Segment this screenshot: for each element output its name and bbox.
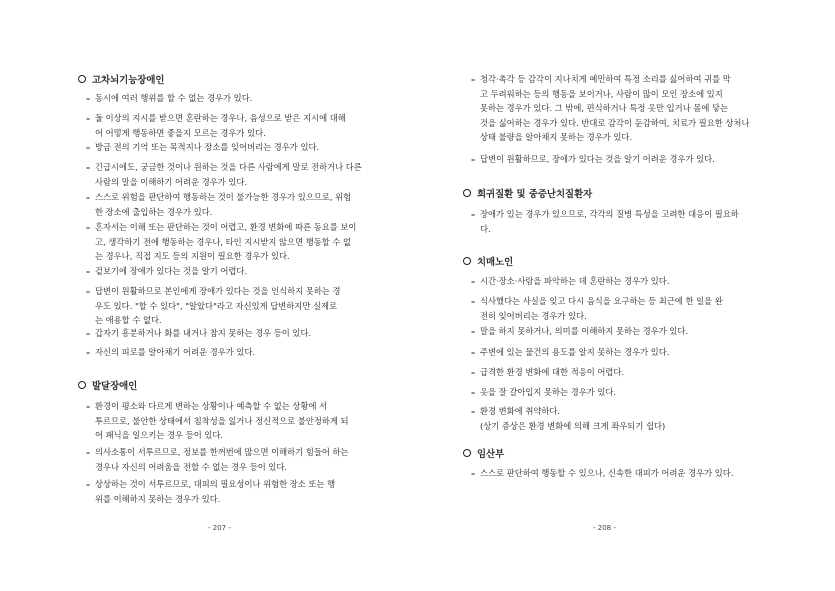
list-item: – 말을 하지 못하거나, 의미를 이해하지 못하는 경우가 있다. xyxy=(471,324,776,339)
list-item: – 식사했다는 사실을 잊고 다시 음식을 요구하는 등 최근에 한 일을 완 전히 잊어버리는 경우가 있다. xyxy=(471,296,723,321)
dash-bullet-icon: – xyxy=(471,468,476,478)
section-title: 치매노인 xyxy=(477,257,514,268)
section-title: 발달장애인 xyxy=(92,381,138,392)
list-item: – 스스로 판단하여 행동할 수 있으나, 신속한 대피가 어려운 경우가 있다. xyxy=(471,466,776,481)
list-item: – 겉보기에 장애가 있다는 것을 알기 어렵다. xyxy=(86,264,378,279)
circle-bullet-icon xyxy=(463,449,471,457)
page-number: - 208 - xyxy=(593,524,616,532)
dash-bullet-icon: – xyxy=(86,113,91,123)
list-item: – 환경이 평소와 다르게 변하는 상황이나 예측할 수 없는 상황에 서 투르므로, 불안한 상태에서 침착성을 잃거나 정신적으로 불안정하게 되 어 패닉을 일으키는 경우 등이 있다. xyxy=(86,401,349,441)
section-title: 고차뇌기능장애인 xyxy=(92,75,165,86)
dash-bullet-icon: – xyxy=(86,192,91,202)
list-item: – 동시에 여러 행위를 할 수 없는 경우가 있다. xyxy=(86,91,378,106)
list-item: – 스스로 위험을 판단하여 행동하는 것이 불가능한 경우가 있으므로, 위험 한 장소에 출입하는 경우가 있다. xyxy=(86,192,352,217)
dash-bullet-icon: – xyxy=(471,74,476,84)
dash-bullet-icon: – xyxy=(471,367,476,377)
list-item: – 둘 이상의 지시를 받으면 혼란하는 경우나, 음성으로 받은 지시에 대해 어 어떻게 행동하면 좋을지 모르는 경우가 있다. xyxy=(86,113,346,138)
dash-bullet-icon: – xyxy=(86,162,91,172)
dash-bullet-icon: – xyxy=(471,347,476,357)
section-heading xyxy=(463,446,504,460)
dash-bullet-icon: – xyxy=(86,286,91,296)
dash-bullet-icon: – xyxy=(86,447,91,457)
dash-bullet-icon: – xyxy=(471,406,476,416)
list-item: – 옷을 잘 갈아입지 못하는 경우가 있다. xyxy=(471,385,776,400)
list-item: – 갑자기 흥분하거나 화를 내거나 참지 못하는 경우 등이 있다. xyxy=(86,326,378,341)
circle-bullet-icon xyxy=(463,257,471,265)
list-item: – 주변에 있는 물건의 용도를 알지 못하는 경우가 있다. xyxy=(471,345,776,360)
section-heading xyxy=(78,378,137,392)
page-number: - 207 - xyxy=(208,524,231,532)
section-heading xyxy=(78,72,164,86)
list-item: – 긴급시에도, 궁금한 것이나 원하는 것을 다른 사람에게 말로 전하거나 다른 사람의 말을 이해하기 어려운 경우가 있다. xyxy=(86,162,362,187)
circle-bullet-icon xyxy=(78,381,86,389)
list-item: – 환경 변화에 취약하다. (상기 증상은 환경 변화에 의해 크게 좌우되기 쉽다) xyxy=(471,406,666,431)
dash-bullet-icon: – xyxy=(471,296,476,306)
list-item: – 답변이 원활하므로, 장애가 있다는 것을 알기 어려운 경우가 있다. xyxy=(471,152,776,167)
dash-bullet-icon: – xyxy=(86,401,91,411)
list-item: – 청각·촉각 등 감각이 지나치게 예민하여 특정 소리를 싫어하여 귀를 막 고 두려워하는 등의 행동을 보이거나, 사람이 많이 모인 장소에 있지 못하는 경우가 있다. 그 밖에, 편식하거나 특정 옷만 입거나 몸에 닿는 것을 싫어하는 경우가 있다. 반대로 감각이 둔감하여, 치료가 필요한 상처나 상태 불량을 알아채지 못하는 경우가 있다. xyxy=(471,74,750,143)
list-item: – 혼자서는 이해 또는 판단하는 것이 어렵고, 환경 변화에 따른 동요를 보이 고, 생각하기 전에 행동하는 경우나, 타인 지시받지 않으면 행동할 수 없 는 경우나, 직접 지도 등의 지원이 필요한 경우가 있다. xyxy=(86,222,357,262)
section-heading xyxy=(463,186,592,200)
list-item: – 상상하는 것이 서투르므로, 대피의 필요성이나 위험한 장소 또는 행 위를 이해하지 못하는 경우가 있다. xyxy=(86,479,336,504)
dash-bullet-icon: – xyxy=(471,387,476,397)
dash-bullet-icon: – xyxy=(471,209,476,219)
section-title: 임산부 xyxy=(477,449,505,460)
list-item: – 방금 전의 기억 또는 목적지나 장소를 잊어버리는 경우가 있다. xyxy=(86,140,378,155)
dash-bullet-icon: – xyxy=(86,479,91,489)
circle-bullet-icon xyxy=(463,189,471,197)
dash-bullet-icon: – xyxy=(471,154,476,164)
list-item: – 장애가 있는 경우가 있으므로, 각각의 질병 특성을 고려한 대응이 필요하 다. xyxy=(471,209,739,234)
dash-bullet-icon: – xyxy=(86,222,91,232)
dash-bullet-icon: – xyxy=(86,142,91,152)
list-item: – 시간·장소·사람을 파악하는 데 혼란하는 경우가 있다. xyxy=(471,274,776,289)
dash-bullet-icon: – xyxy=(86,93,91,103)
section-heading xyxy=(463,254,513,268)
list-item: – 급격한 환경 변화에 대한 적응이 어렵다. xyxy=(471,365,776,380)
section-title: 희귀질환 및 중증난치질환자 xyxy=(477,189,593,200)
right-page xyxy=(418,0,835,591)
dash-bullet-icon: – xyxy=(86,347,91,357)
list-item: – 자신의 피로를 알아채기 어려운 경우가 있다. xyxy=(86,345,378,360)
dash-bullet-icon: – xyxy=(86,266,91,276)
dash-bullet-icon: – xyxy=(471,276,476,286)
list-item: – 의사소통이 서투르므로, 정보를 한꺼번에 많으면 이해하기 힘들어 하는 경우나 자신의 어려움을 전할 수 없는 경우 등이 있다. xyxy=(86,447,349,472)
dash-bullet-icon: – xyxy=(86,328,91,338)
dash-bullet-icon: – xyxy=(471,326,476,336)
list-item: – 답변이 원활하므로 본인에게 장애가 있다는 것을 인식하지 못하는 경 우도 있다. "할 수 있다", "알았다"라고 자신있게 답변하지만 실제로 는 애용할 수 없다. xyxy=(86,286,341,326)
circle-bullet-icon xyxy=(78,75,86,83)
